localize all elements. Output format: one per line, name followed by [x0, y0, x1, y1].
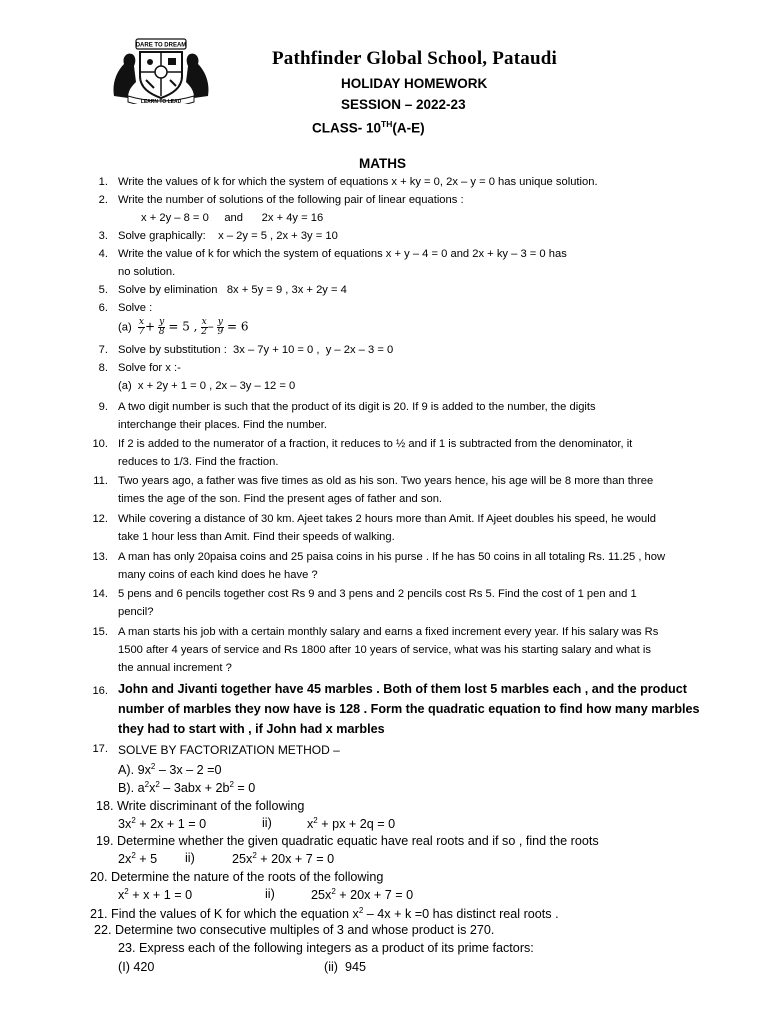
question-number: 7. [98, 344, 108, 356]
question-8: Solve for x :- [118, 362, 181, 374]
question-14-cont: pencil? [118, 606, 154, 618]
question-16-cont: number of marbles they now have is 128 . Form the quadratic equation to find how many marbles [118, 702, 700, 716]
question-6: Solve : [118, 302, 153, 314]
question-number: 6. [98, 302, 108, 314]
school-logo [106, 36, 216, 104]
logo-motto-top: DARE TO DREAM [135, 42, 187, 49]
question-20a: $x^2 + x + 1 = 0$ [118, 887, 193, 903]
question-18-ii-label: ii) [262, 816, 272, 830]
question-9: A two digit number is such that the product of its digit is 20. If 9 is added to the number, the digits [118, 401, 596, 413]
question-17b: B). $a^2x^2 - 3abx + 2b^2 = 0$ [118, 780, 256, 796]
question-8a: (a) x + 2y + 1 = 0 , 2x – 3y – 12 = 0 [118, 380, 296, 392]
question-number: 11. [93, 475, 108, 487]
question-18: 18. Write discriminant of the following [96, 799, 305, 813]
class-label: CLASS- 10TH(A-E) [312, 119, 425, 136]
question-number: 3. [98, 230, 108, 242]
question-20b: $25x^2 + 20x + 7 = 0$ [311, 887, 414, 903]
question-6-equation: (a) $\frac{x}{7}$ + $\frac{y}{8}$ = 5 , $\frac{x}{2}$ – $\frac{y}{9}$ = 6 [118, 317, 249, 337]
question-2: Write the number of solutions of the following pair of linear equations : [118, 194, 464, 206]
question-15-cont: the annual increment ? [118, 662, 232, 674]
question-number: 4. [98, 248, 108, 260]
question-number: 8. [98, 362, 108, 374]
question-number: 14. [92, 588, 108, 600]
question-4-cont: no solution. [118, 266, 176, 278]
question-number: 13. [92, 551, 108, 563]
question-10: If 2 is added to the numerator of a fraction, it reduces to ½ and if 1 is subtracted from the denominator, it [118, 438, 633, 450]
question-14: 5 pens and 6 pencils together cost Rs 9 and 3 pens and 2 pencils cost Rs 5. Find the cost of 1 pen and 1 [118, 588, 637, 600]
question-number: 12. [92, 513, 108, 525]
question-number: 9. [98, 401, 108, 413]
question-20-ii-label: ii) [265, 887, 275, 901]
question-19a: $2x^2 + 5$ [118, 851, 158, 867]
school-name: Pathfinder Global School, Pataudi [272, 48, 557, 69]
question-22: 22. Determine two consecutive multiples of 3 and whose product is 270. [94, 923, 495, 937]
question-20: 20. Determine the nature of the roots of the following [90, 870, 384, 884]
question-number: 10. [92, 438, 108, 450]
question-number: 5. [98, 284, 108, 296]
question-18a: $3x^2 + 2x + 1 = 0$ [118, 816, 207, 832]
session-label: SESSION – 2022-23 [341, 97, 466, 112]
question-11: Two years ago, a father was five times as old as his son. Two years hence, his age will be 8 more than three [118, 475, 654, 487]
question-18b: $x^2$ + px + 2q = 0 [307, 816, 396, 832]
question-number: 2. [98, 194, 108, 206]
question-17a: A). $9x^2 - 3x - 2 =0$ [118, 762, 222, 778]
question-16: John and Jivanti together have 45 marbles . Both of them lost 5 marbles each , and the product [118, 682, 687, 696]
question-10-cont: reduces to 1/3. Find the fraction. [118, 456, 279, 468]
question-16-cont: they had to start with , if John had x marbles [118, 722, 385, 736]
question-number: 17. [92, 743, 108, 755]
question-9-cont: interchange their places. Find the number. [118, 419, 327, 431]
question-19b: $25x^2 + 20x + 7 = 0$ [232, 851, 335, 867]
question-13: A man has only 20paisa coins and 25 paisa coins in his purse . If he has 50 coins in all totaling Rs. 11.25 , how [118, 551, 666, 563]
question-23: 23. Express each of the following integers as a product of its prime factors: [118, 941, 534, 955]
question-23a: (I) 420 [118, 960, 155, 974]
question-15: A man starts his job with a certain monthly salary and earns a fixed increment every year. If his salary was Rs [118, 626, 659, 638]
question-17: SOLVE BY FACTORIZATION METHOD – [118, 743, 340, 757]
question-21: 21. Find the values of K for which the equation $x^2 - 4x + k =0$ has distinct real roots . [90, 906, 559, 922]
question-11-cont: times the age of the son. Find the present ages of father and son. [118, 493, 443, 505]
question-7: Solve by substitution : 3x – 7y + 10 = 0 , y – 2x – 3 = 0 [118, 344, 394, 356]
question-4: Write the value of k for which the system of equations x + y – 4 = 0 and 2x + ky – 3 = 0 has [118, 248, 567, 260]
question-3: Solve graphically: x – 2y = 5 , 2x + 3y = 10 [118, 230, 338, 242]
subject-heading: MATHS [359, 156, 406, 171]
question-1: Write the values of k for which the system of equations x + ky = 0, 2x – y = 0 has unique solution. [118, 176, 598, 188]
question-15-cont: 1500 after 4 years of service and Rs 1800 after 10 years of service, what was his starting salary and what is [118, 644, 651, 656]
question-number: 15. [92, 626, 108, 638]
question-5: Solve by elimination 8x + 5y = 9 , 3x + 2y = 4 [118, 284, 347, 296]
question-number: 1. [98, 176, 108, 188]
question-number: 16. [92, 685, 108, 697]
question-19: 19. Determine whether the given quadratic equatic have real roots and if so , find the roots [96, 834, 599, 848]
homework-title: HOLIDAY HOMEWORK [341, 76, 488, 91]
question-2-equations: x + 2y – 8 = 0 and 2x + 4y = 16 [141, 212, 324, 224]
question-12: While covering a distance of 30 km. Ajeet takes 2 hours more than Amit. If Ajeet doubles his speed, he would [118, 513, 656, 525]
question-23b: (ii) 945 [324, 960, 366, 974]
logo-motto-bottom: LEARN TO LEAD [140, 99, 182, 104]
question-19-ii-label: ii) [185, 851, 195, 865]
question-12-cont: take 1 hour less than Amit. Find their speeds of walking. [118, 531, 395, 543]
question-13-cont: many coins of each kind does he have ? [118, 569, 318, 581]
